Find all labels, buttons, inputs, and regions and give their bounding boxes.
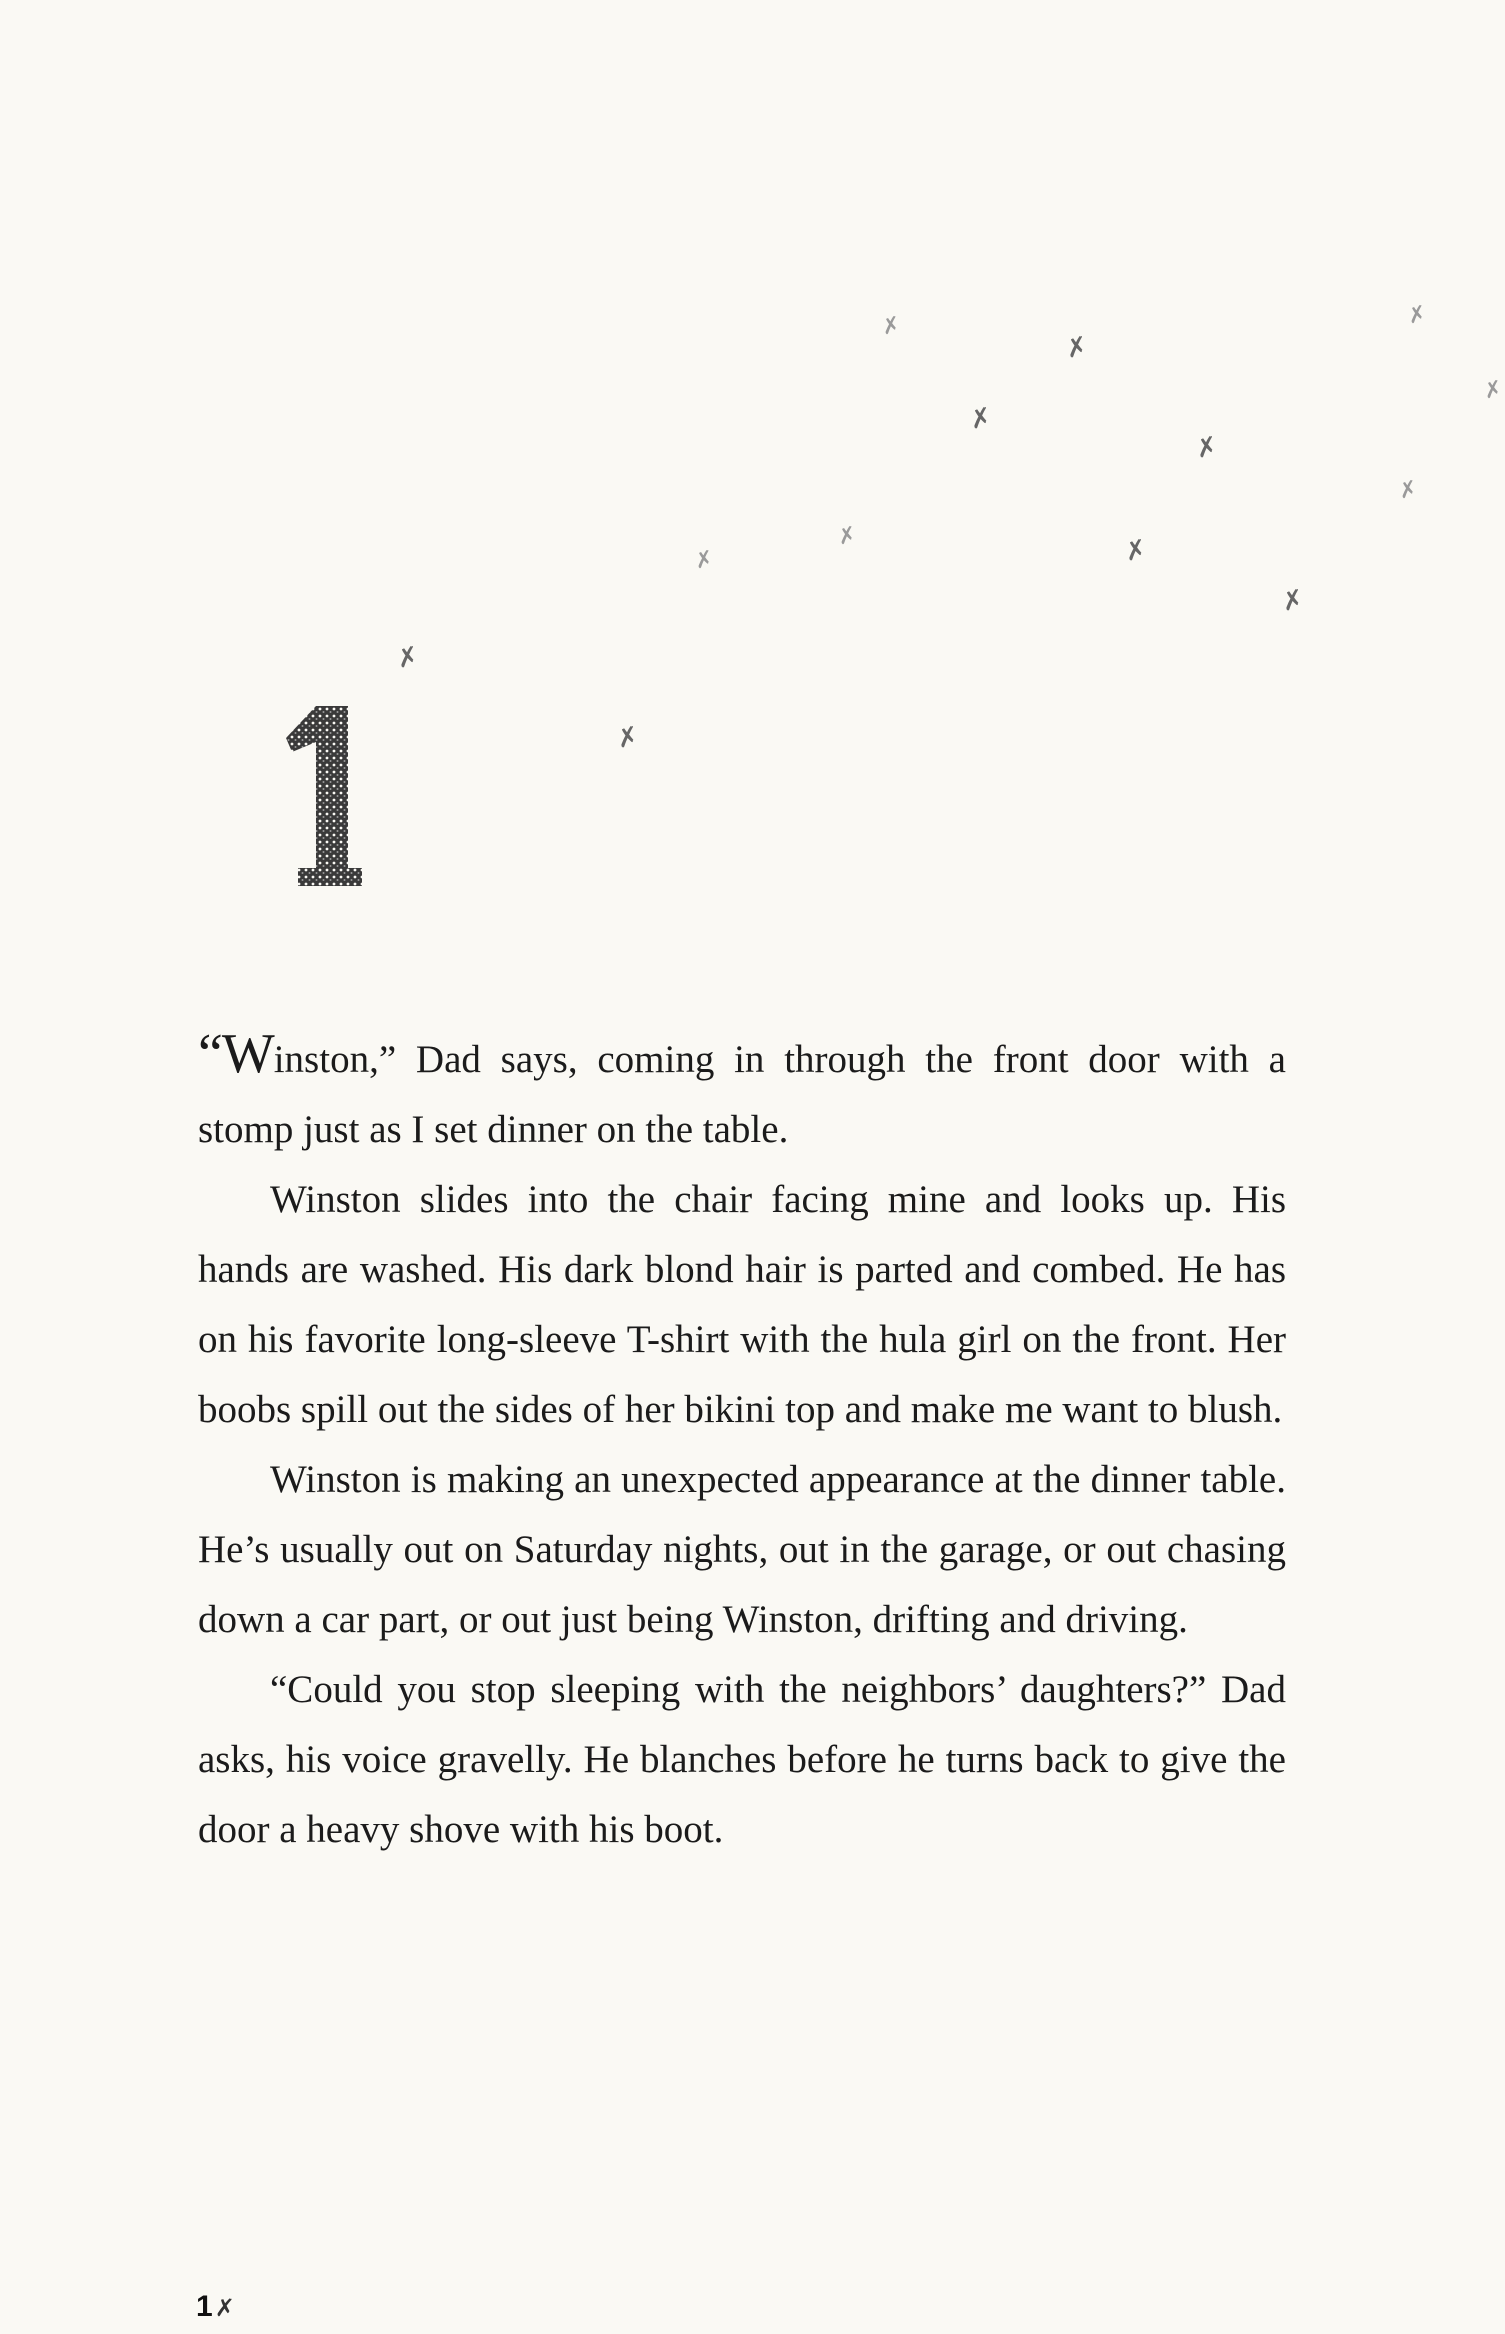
paragraph: Winston is making an unexpected appearance at the dinner table. He’s usually out on Saturday nights, out in the garage, or out chasing down a car part, or out just being Winston, drifting and driving.: [198, 1458, 1286, 1641]
bird-flock-icon: ✗: [692, 546, 716, 575]
bird-flock-icon: ✗: [614, 721, 642, 755]
lead-letter: W: [221, 1023, 274, 1085]
bird-flock-icon: ✗: [1063, 331, 1091, 365]
bird-flock-icon: ✗: [1405, 301, 1429, 330]
page-number-value: 1: [196, 2290, 213, 2323]
page-number: [196, 2292, 235, 2322]
decorative-flock: [0, 0, 1505, 800]
bird-flock-icon: ✗: [1396, 476, 1420, 505]
bird-flock-icon: ✗: [1481, 376, 1505, 405]
bird-flock-icon: ✗: [967, 402, 995, 436]
bird-flock-icon: ✗: [1193, 431, 1221, 465]
paragraph: Winston slides into the chair facing mine and looks up. His hands are washed. His dark blond hair is parted and combed. He has on his favorite long-sleeve T-shirt with the hula girl on the front. Her boobs spill out the sides of her bikini top and make me want to blush.: [198, 1178, 1286, 1431]
bird-flock-icon: ✗: [879, 312, 903, 341]
chapter-number: [276, 700, 376, 890]
bird-flock-icon: ✗: [835, 522, 859, 551]
paragraph-text: inston,” Dad says, coming in through the front door with a stomp just as I set dinner on the table.: [198, 1038, 1286, 1151]
chapter-text: [198, 1025, 1286, 1865]
opening-quote: “: [198, 1023, 222, 1085]
bird-flock-icon: ✗: [1279, 584, 1307, 618]
paragraph: “Could you stop sleeping with the neighbors’ daughters?” Dad asks, his voice gravelly. He blanches before he turns back to give the door a heavy shove with his boot.: [198, 1668, 1286, 1851]
paragraph: [198, 1025, 1286, 1165]
chapter-number-text: 1: [325, 880, 327, 881]
bird-flock-icon: ✗: [214, 2295, 235, 2322]
bird-flock-icon: ✗: [394, 641, 422, 675]
bird-flock-icon: ✗: [1122, 534, 1150, 568]
